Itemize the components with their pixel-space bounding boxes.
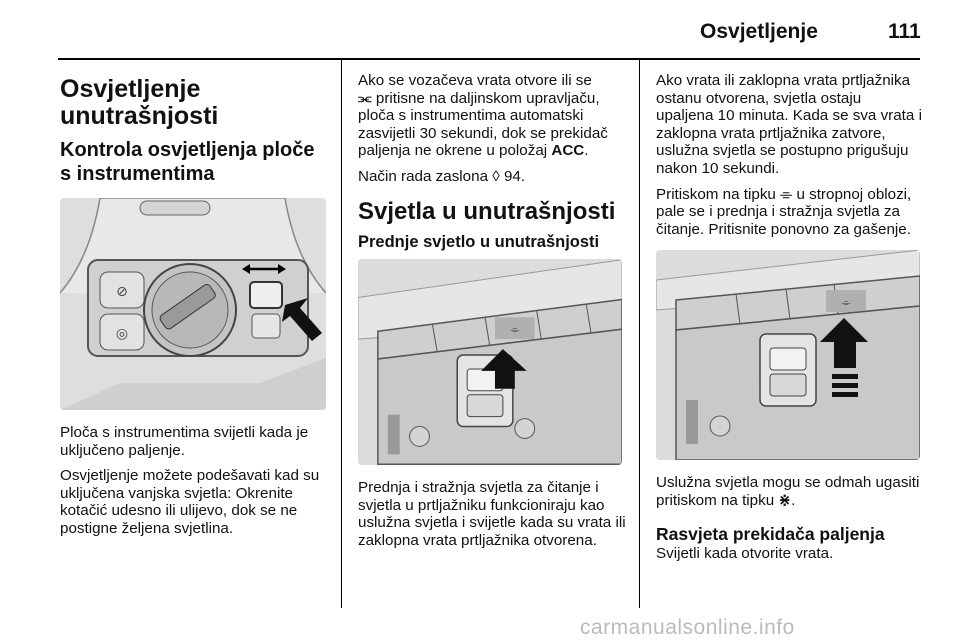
paragraph: Ploča s instrumentima svijetli kada je uključeno paljenje. <box>60 424 309 459</box>
column-2 <box>358 72 628 558</box>
subsection-title: Prednje svjetlo u unutrašnjosti <box>358 232 600 251</box>
text-run: Ako se vozačeva vrata otvore ili se <box>358 72 592 89</box>
svg-text:⊘: ⊘ <box>116 283 128 299</box>
interior-light-button-figure <box>656 250 920 460</box>
header-rule <box>58 58 920 60</box>
svg-text:◎: ◎ <box>115 325 129 341</box>
text-run: Uslužna svjetla mogu se odmah ugasiti pritiskom na tipku <box>656 474 920 509</box>
column-1 <box>60 72 328 546</box>
paragraph: Svijetli kada otvorite vrata. <box>656 545 834 563</box>
paragraph <box>358 72 628 160</box>
text-run: Način rada zaslona <box>358 167 493 185</box>
watermark: carmanualsonline.info <box>580 616 795 639</box>
reading-light-icon: ⌯ <box>780 185 793 203</box>
column-divider-2 <box>639 60 640 608</box>
column-divider-1 <box>341 60 342 608</box>
text-run: pritisne na daljinskom upravljaču, ploča s instrumentima automatski zasvijetli 30 sekundi, dok se prekidač paljenja ne okrene u položaj <box>358 89 608 160</box>
front-interior-light-figure <box>358 259 622 465</box>
paragraph: Osvjetljenje možete podešavati kad su uključena vanjska svjetla: Okrenite kotačić udesno ili ulijevo, dok se ne postigne željena svjetlina. <box>60 467 320 537</box>
text-run: . <box>584 142 589 160</box>
paragraph: Ako vrata ili zaklopna vrata prtljažnika ostanu otvorena, svjetla ostaju upaljena 10 minuta. Kada se sva vrata i zaklopna vrata prtljažnika zatvore, uslužna svjetla se postupno prigušuju nakon 10 sekundi. <box>656 72 922 177</box>
paragraph <box>358 168 628 186</box>
text-run: Pritiskom na tipku <box>656 185 781 203</box>
page-number: 111 <box>888 20 921 43</box>
subsection-title: Rasvjeta prekidača paljenja <box>656 523 885 544</box>
text-run: u stropnoj oblozi, pale se i prednja i stražnja svjetla za čitanje. Pritisnite ponovno za gašenje. <box>656 185 912 238</box>
section-title: Osvjetljenje unutrašnjosti <box>60 75 219 130</box>
page-reference[interactable]: ◊ 94. <box>492 167 526 185</box>
svg-text:⌯: ⌯ <box>510 324 520 337</box>
column-3 <box>656 72 922 571</box>
paragraph <box>656 186 922 239</box>
text-run: . <box>791 491 796 509</box>
service-light-off-icon: ⋇ <box>778 491 792 509</box>
svg-text:⌯: ⌯ <box>841 297 851 310</box>
subsection-title: Kontrola osvjetljenja ploče s instrumentima <box>60 139 315 185</box>
section-title: Svjetla u unutrašnjosti <box>358 197 616 225</box>
page-header-title: Osvjetljenje <box>700 20 818 43</box>
paragraph: Prednja i stražnja svjetla za čitanje i svjetla u prtljažniku funkcioniraju kao uslužna svjetla i svijetle kada su vrata ili zaklopna vrata prtljažnika otvorena. <box>358 479 626 549</box>
paragraph <box>656 474 922 509</box>
remote-unlock-icon: ⫘ <box>358 89 372 107</box>
ignition-position: ACC <box>551 142 585 160</box>
instrument-panel-figure <box>60 198 326 410</box>
